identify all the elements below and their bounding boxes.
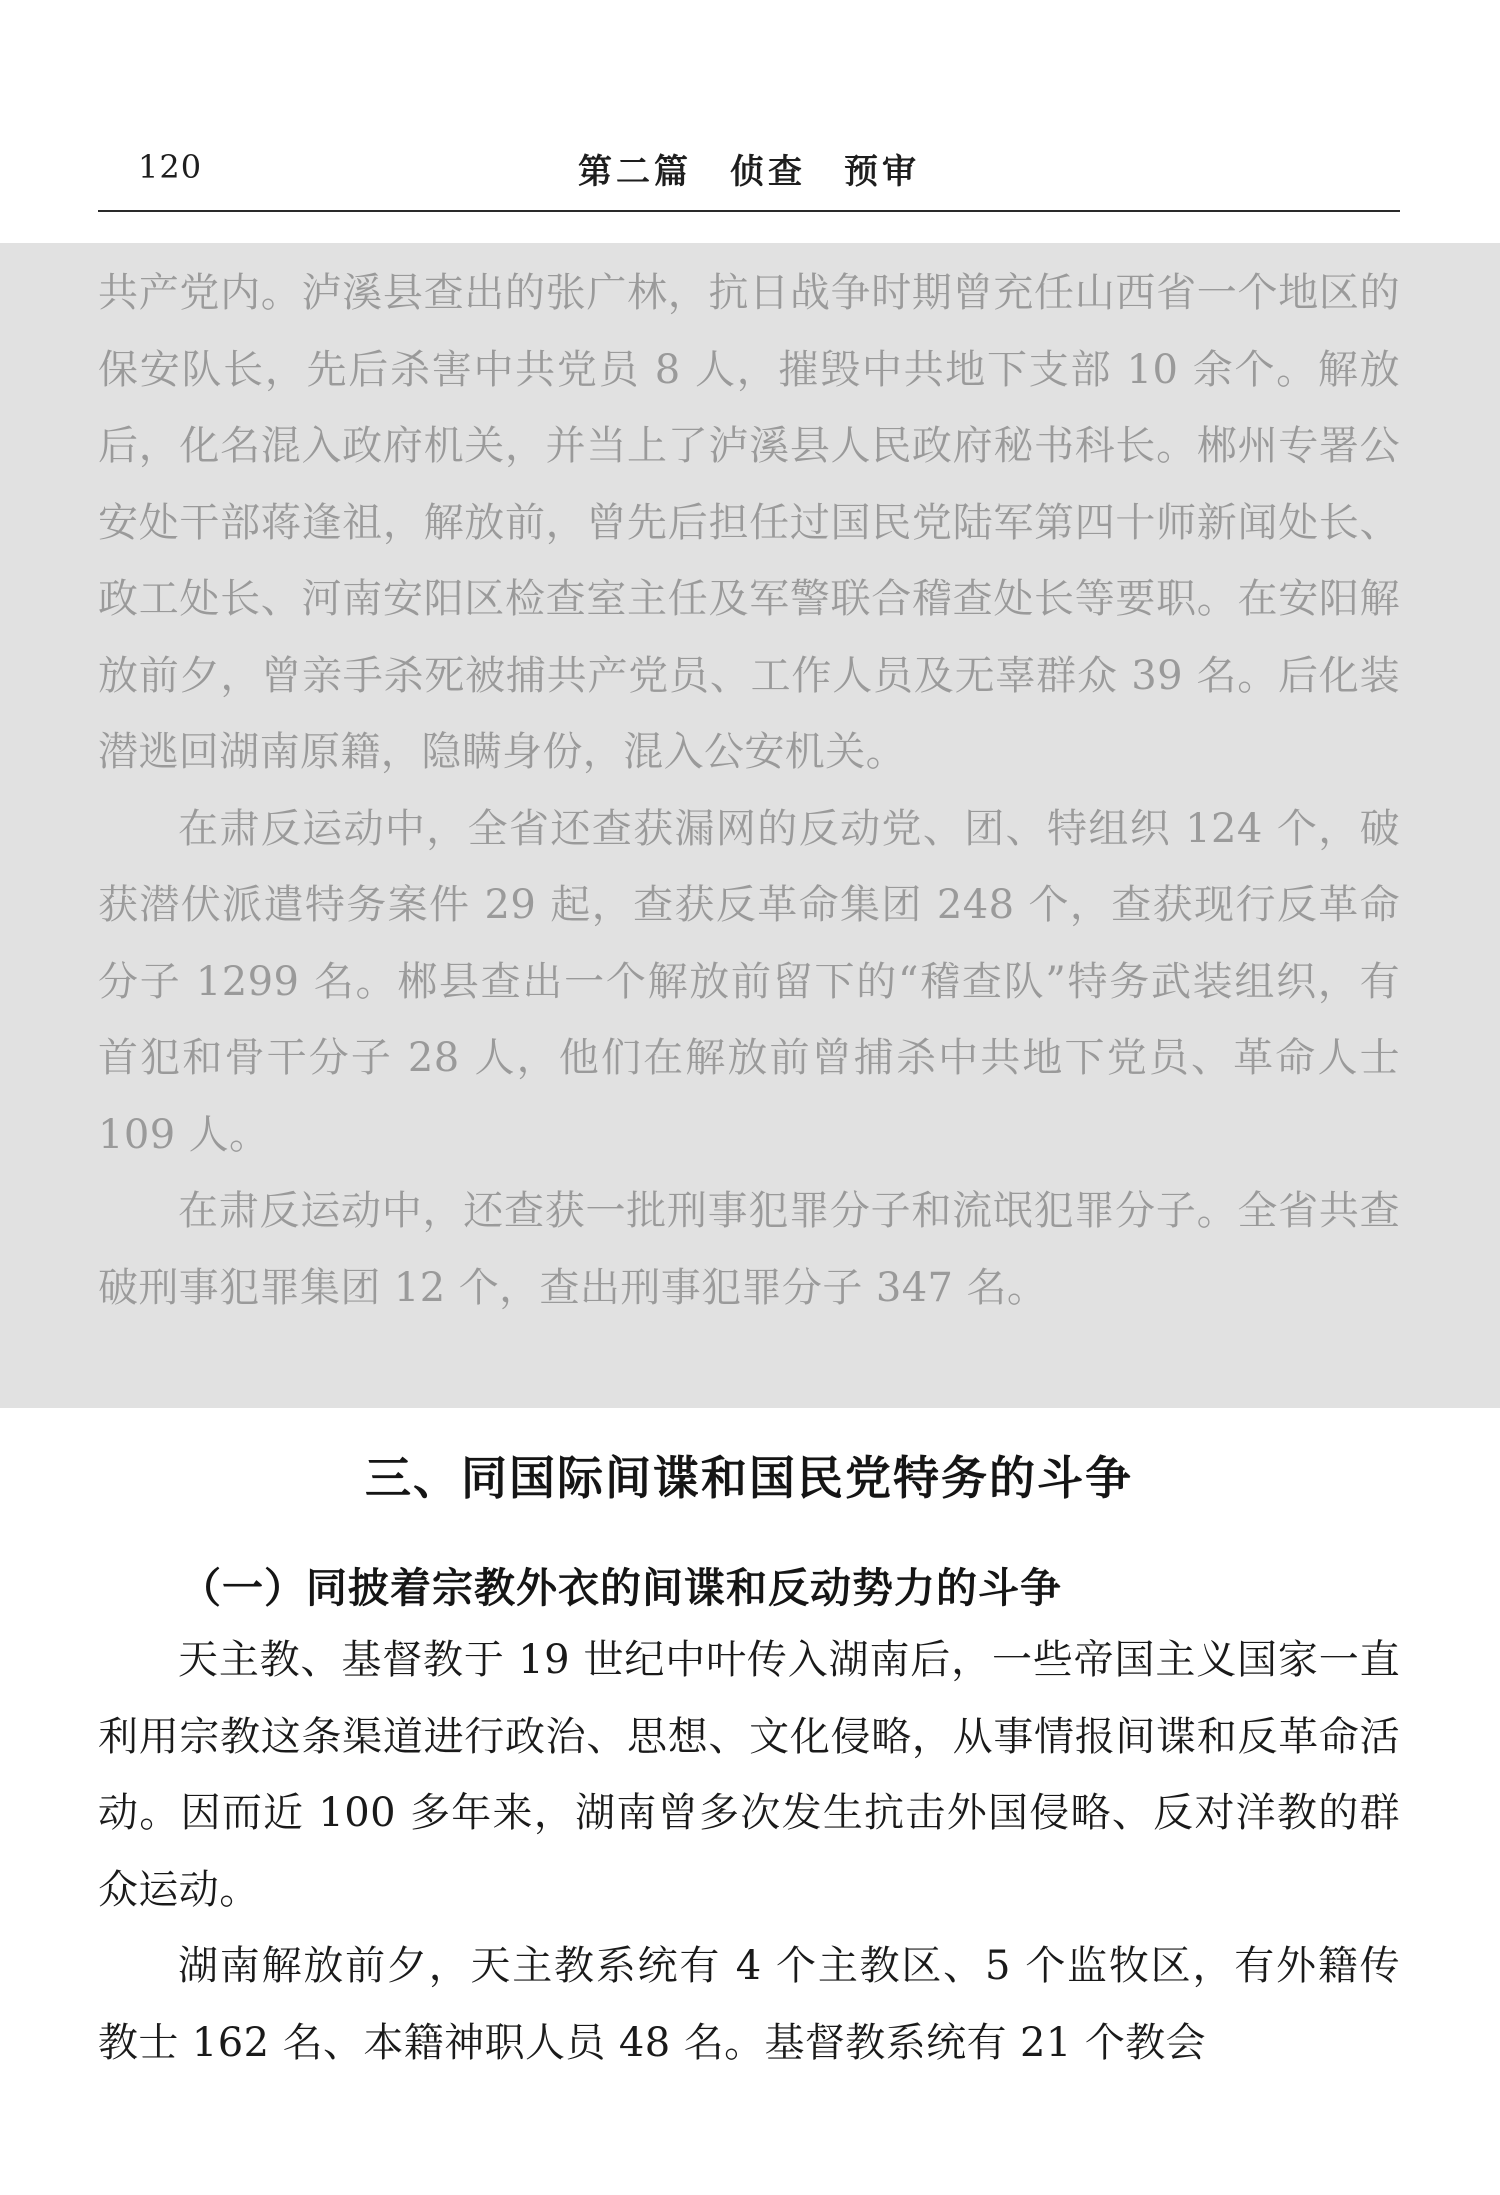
subsection-heading: （一）同披着宗教外衣的间谍和反动势力的斗争 (180, 1564, 1062, 1612)
section-heading: 三、同国际间谍和国民党特务的斗争 (365, 1451, 1133, 1505)
page-header (98, 140, 1400, 210)
paragraph: 天主教、基督教于 19 世纪中叶传入湖南后，一些帝国主义国家一直利用宗教这条渠道进行政治、思想、文化侵略，从事情报间谍和反革命活动。因而近 100 多年来，湖南曾多次发生抗击外国侵略、反对洋教的群众运动。 (98, 1637, 1400, 1913)
header-rule (98, 210, 1400, 212)
running-title: 第二篇 侦查 预审 (578, 152, 920, 192)
paragraph: 在肃反运动中，全省还查获漏网的反动党、团、特组织 124 个，破获潜伏派遣特务案件 29 起，查获反革命集团 248 个，查获现行反革命分子 1299 名。郴县查出一个解放前留下的“稽查队”特务武装组织，有首犯和骨干分子 28 人，他们在解放前曾捕杀中共地下党员、革命人士 109 人。 (98, 805, 1400, 1158)
paragraph: 在肃反运动中，还查获一批刑事犯罪分子和流氓犯罪分子。全省共查破刑事犯罪集团 12 个，查出刑事犯罪分子 347 名。 (98, 1188, 1400, 1311)
paragraph: 湖南解放前夕，天主教系统有 4 个主教区、5 个监牧区，有外籍传教士 162 名、本籍神职人员 48 名。基督教系统有 21 个教会 (98, 1943, 1400, 2066)
body-text-section (98, 1622, 1400, 2081)
page-number: 120 (138, 148, 203, 186)
shaded-text-section (98, 255, 1400, 1326)
paragraph: 共产党内。泸溪县查出的张广林，抗日战争时期曾充任山西省一个地区的保安队长，先后杀害中共党员 8 人，摧毁中共地下支部 10 余个。解放后，化名混入政府机关，并当上了泸溪县人民政府秘书科长。郴州专署公安处干部蒋逢祖，解放前，曾先后担任过国民党陆军第四十师新闻处长、政工处长、河南安阳区检查室主任及军警联合稽查处长等要职。在安阳解放前夕，曾亲手杀死被捕共产党员、工作人员及无辜群众 39 名。后化装潜逃回湖南原籍，隐瞒身份，混入公安机关。 (98, 270, 1400, 775)
